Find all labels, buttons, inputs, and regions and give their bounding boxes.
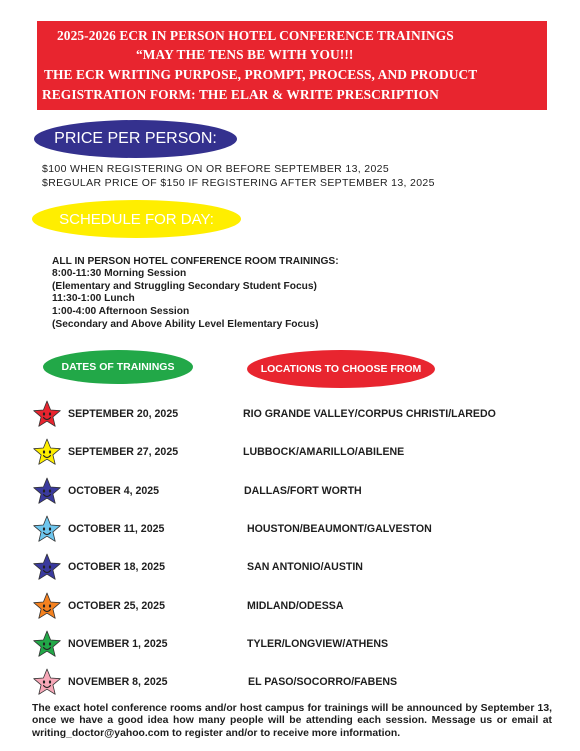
footer-note: The exact hotel conference rooms and/or host campus for trainings will be announced by September 13, once we have a good idea how many people will be attending each session. Message us or email at writing_doctor@yahoo.com to register and/or to receive more information. (32, 703, 552, 739)
training-location: HOUSTON/BEAUMONT/GALVESTON (247, 523, 432, 535)
star-icon (32, 476, 62, 506)
schedule-line: (Secondary and Above Ability Level Elementary Focus) (52, 319, 319, 330)
training-row (0, 437, 580, 467)
training-row (0, 552, 580, 582)
training-location: DALLAS/FORT WORTH (244, 485, 362, 497)
star-icon (32, 591, 62, 621)
training-row (0, 591, 580, 621)
training-row (0, 667, 580, 697)
training-date: OCTOBER 4, 2025 (68, 485, 160, 497)
star-icon (32, 399, 62, 429)
training-row (0, 476, 580, 506)
training-date: NOVEMBER 8, 2025 (68, 676, 168, 688)
star-icon (32, 629, 62, 659)
schedule-line: ALL IN PERSON HOTEL CONFERENCE ROOM TRAININGS: (52, 256, 339, 267)
price-early: $100 WHEN REGISTERING ON OR BEFORE SEPTEMBER 13, 2025 (42, 163, 390, 175)
training-location: MIDLAND/ODESSA (247, 600, 344, 612)
price-heading: PRICE PER PERSON: (34, 120, 237, 158)
training-location: RIO GRANDE VALLEY/CORPUS CHRISTI/LAREDO (243, 408, 496, 420)
training-location: TYLER/LONGVIEW/ATHENS (247, 638, 389, 650)
training-date: OCTOBER 25, 2025 (68, 600, 165, 612)
title-banner (37, 21, 547, 110)
star-icon (32, 437, 62, 467)
training-location: LUBBOCK/AMARILLO/ABILENE (243, 446, 405, 458)
star-icon (32, 552, 62, 582)
training-date: NOVEMBER 1, 2025 (68, 638, 168, 650)
schedule-heading: SCHEDULE FOR DAY: (32, 200, 241, 238)
training-date: OCTOBER 11, 2025 (68, 523, 165, 535)
training-row (0, 514, 580, 544)
banner-line-4: REGISTRATION FORM: THE ELAR & WRITE PRESCRIPTION (42, 87, 439, 102)
schedule-line: 11:30-1:00 Lunch (52, 293, 135, 304)
star-icon (32, 514, 62, 544)
locations-heading: LOCATIONS TO CHOOSE FROM (247, 350, 435, 388)
training-location: EL PASO/SOCORRO/FABENS (248, 676, 398, 688)
star-icon (32, 667, 62, 697)
training-location: SAN ANTONIO/AUSTIN (247, 561, 363, 573)
training-date: SEPTEMBER 20, 2025 (68, 408, 179, 420)
schedule-line: (Elementary and Struggling Secondary Student Focus) (52, 281, 317, 292)
dates-heading: DATES OF TRAININGS (43, 350, 193, 384)
banner-line-1: 2025-2026 ECR IN PERSON HOTEL CONFERENCE TRAININGS (57, 28, 454, 43)
training-row (0, 629, 580, 659)
training-date: OCTOBER 18, 2025 (68, 561, 165, 573)
banner-line-3: THE ECR WRITING PURPOSE, PROMPT, PROCESS, AND PRODUCT (44, 67, 478, 82)
schedule-line: 1:00-4:00 Afternoon Session (52, 306, 190, 317)
training-row (0, 399, 580, 429)
price-regular: $REGULAR PRICE OF $150 IF REGISTERING AFTER SEPTEMBER 13, 2025 (42, 177, 435, 189)
banner-line-2: “MAY THE TENS BE WITH YOU!!! (136, 47, 354, 62)
schedule-line: 8:00-11:30 Morning Session (52, 268, 187, 279)
training-date: SEPTEMBER 27, 2025 (68, 446, 179, 458)
